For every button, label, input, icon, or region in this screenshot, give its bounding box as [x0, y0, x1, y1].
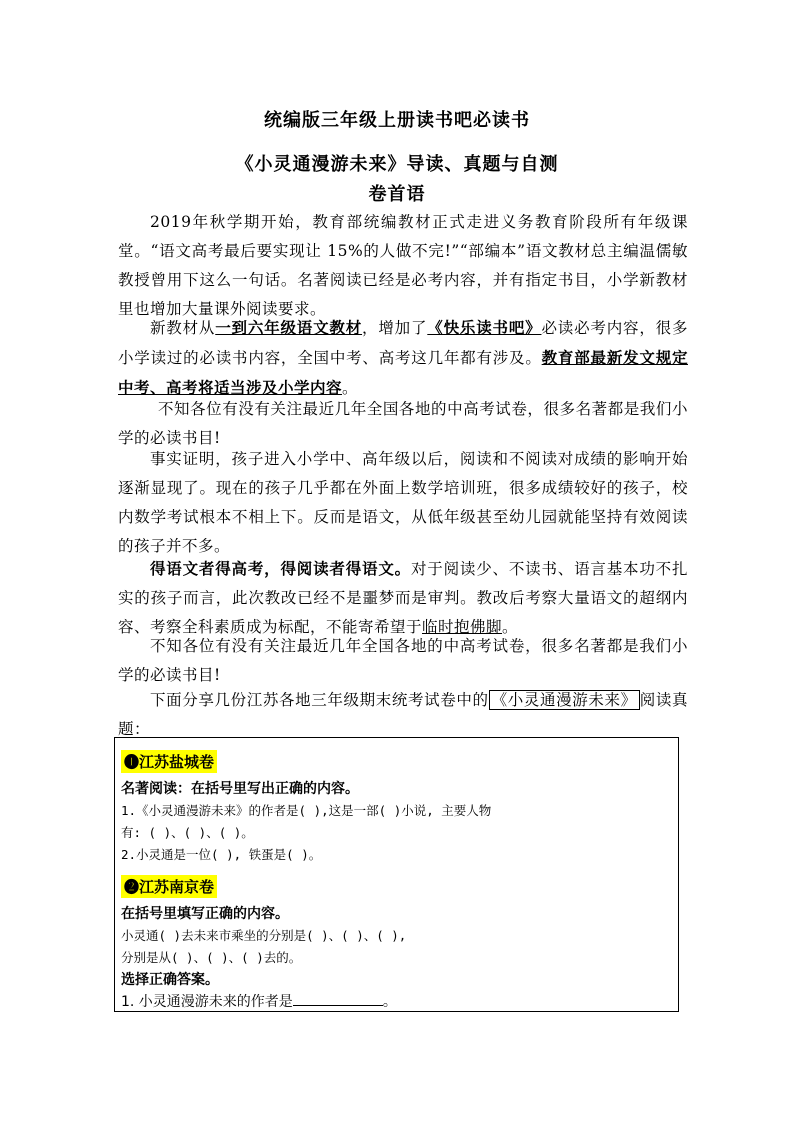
section-heading: 卷首语: [368, 184, 426, 205]
p5-text-d: 。: [502, 618, 519, 636]
quiz-question-4: [121, 991, 673, 1013]
p2-emphasis-policy: 教育部最新发文规定中考、高考将适当涉及小学内容: [118, 348, 688, 397]
document-title: 统编版三年级上册读书吧必读书: [264, 110, 530, 131]
p2-text-c: ，增加了: [362, 319, 428, 337]
p5-text-b: 对于阅读少、不读书、语言基本功不扎实的孩子而言，此次教改已经不是噩梦而是审判。教改后考察大量语文的超纲内容、考察全科素质成为标配，不能寄希望于: [118, 560, 688, 636]
p7-boxed-booktitle: 《小灵通漫游未来》: [489, 690, 640, 710]
quiz-question-3a: 小灵通( )去未来市乘坐的分别是( )、( )、( ),: [121, 928, 407, 943]
paragraph-3: 不知各位有没有关注最近几年全国各地的中高考试卷，很多名著都是我们小学的必读书目!: [118, 400, 688, 447]
quiz-question-1b: 有: ( )、( )、( )。: [121, 825, 254, 840]
quiz-question-1a: 1.《小灵通漫游未来》的作者是( ),这是一部( )小说, 主要人物: [121, 803, 492, 818]
quiz-question-2: 2.小灵通是一位( ), 铁蛋是( )。: [121, 847, 322, 862]
p7-text-c: 阅读真题：: [118, 691, 688, 738]
p7-text-a: 下面分享几份江苏各地三年级期末统考试卷中的: [150, 691, 489, 709]
p2-emphasis-readingbar: 《快乐读书吧》: [427, 318, 542, 337]
paragraph-1: 2019年秋学期开始，教育部统编教材正式走进义务教育阶段所有年级课堂。“语文高考最后要实现让 15%的人做不完!”“部编本”语文教材总主编温儒敏教授曾用下这么一句话。名著阅读已经是必考内容，并有指定书目，小学新教材里也增加大量课外阅读要求。: [118, 213, 688, 318]
paragraph-2: [118, 313, 688, 403]
answer-blank[interactable]: [293, 991, 383, 1006]
quiz-instruction-2: 在括号里填写正确的内容。: [121, 906, 289, 922]
section-label-yancheng: ❶江苏盐城卷: [121, 750, 217, 773]
p2-emphasis-grades: 一到六年级语文教材: [215, 318, 363, 337]
p5-bold-slogan: 得语文者得高考，得阅读者得语文。: [150, 559, 411, 578]
p2-text-a: 新教材从: [150, 319, 216, 337]
paragraph-4: 事实证明，孩子进入小学中、高年级以后，阅读和不阅读对成绩的影响开始逐渐显现了。现在的孩子几乎都在外面上数学培训班，很多成绩较好的孩子，校内数学考试根本不相上下。反而是语文，从低年级甚至幼儿园就能坚持有效阅读的孩子并不多。: [118, 450, 688, 555]
paragraph-6: 不知各位有没有关注最近几年全国各地的中高考试卷，很多名著都是我们小学的必读书目!: [118, 637, 688, 684]
quiz-box: [114, 737, 679, 1012]
p2-text-e: 必读必考内容，很多小学读过的必读书内容，全国中考、高考这几年都有涉及。: [118, 319, 688, 367]
quiz-question-4-text: 1. 小灵通漫游未来的作者是: [121, 994, 293, 1010]
quiz-question-3b: 分别是从( )、( )、( )去的。: [121, 950, 302, 965]
paragraph-7: [118, 686, 688, 744]
document-subtitle: 《小灵通漫游未来》导读、真题与自测: [235, 154, 559, 175]
quiz-instruction-1: 名著阅读：在括号里写出正确的内容。: [121, 781, 359, 797]
quiz-instruction-3: 选择正确答案。: [121, 972, 219, 988]
paragraph-5: [118, 554, 688, 642]
quiz-question-4-end: 。: [382, 994, 397, 1010]
p5-underline-phrase: 临时抱佛脚: [422, 618, 503, 636]
section-label-nanjing: ❷江苏南京卷: [121, 875, 217, 898]
p2-text-g: 。: [342, 379, 359, 397]
